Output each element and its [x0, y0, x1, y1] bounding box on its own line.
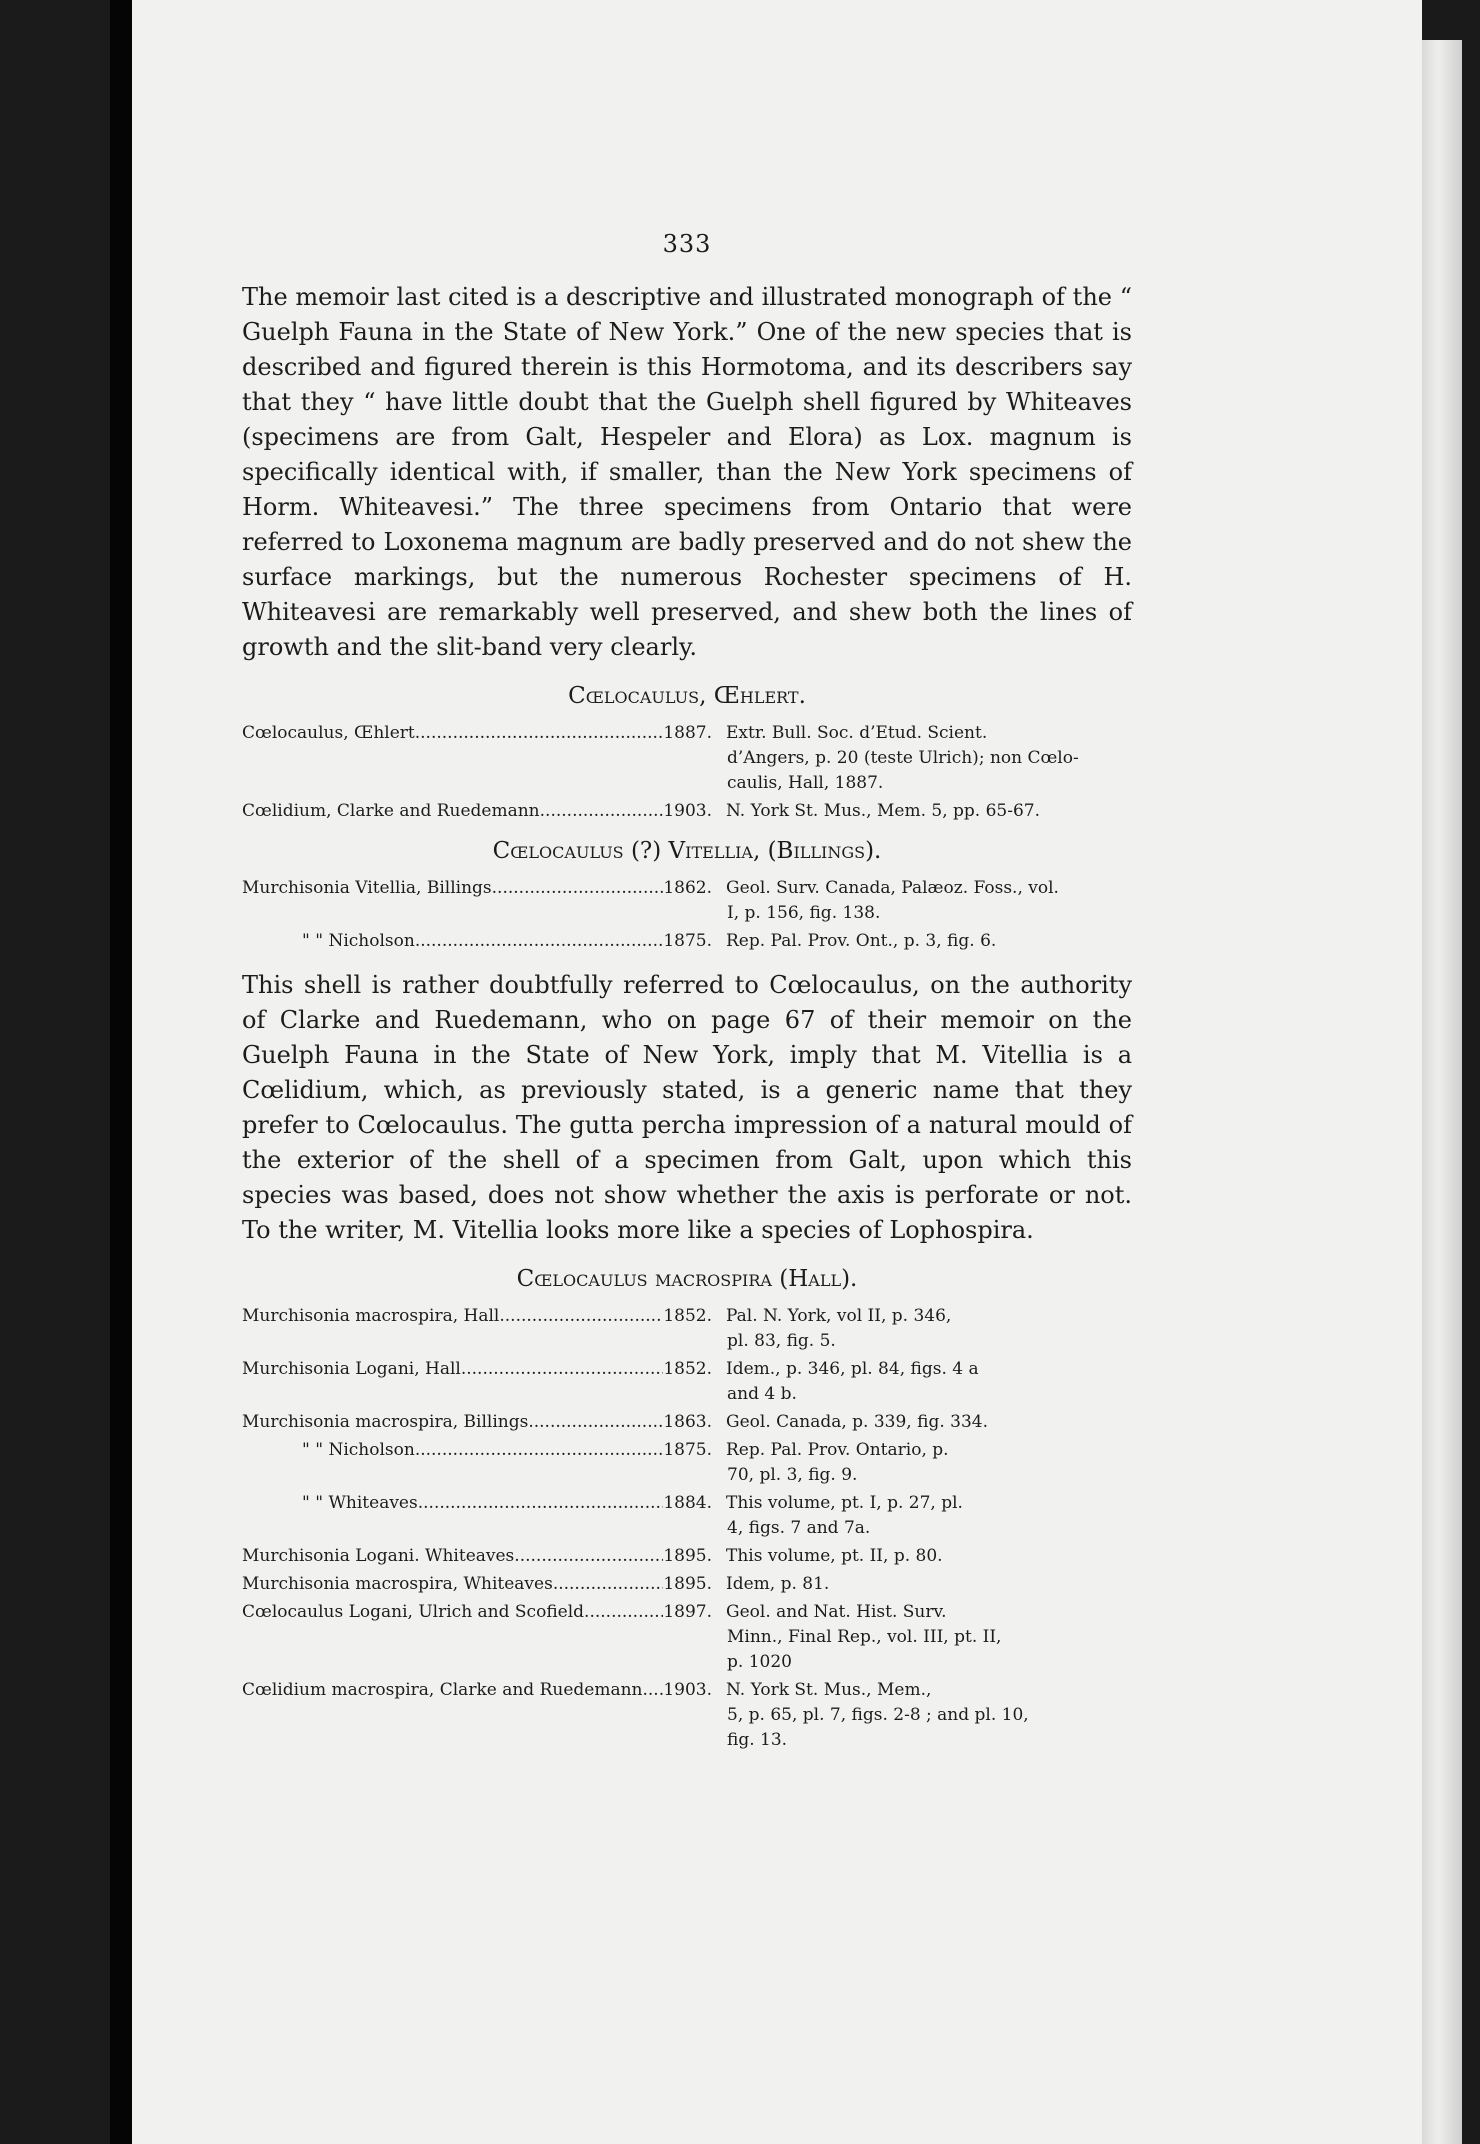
synonymy-reference: Rep. Pal. Prov. Ont., p. 3, fig. 6.	[726, 931, 997, 951]
synonymy-reference: Geol. Surv. Canada, Palæoz. Foss., vol.	[726, 878, 1059, 898]
leader-dots	[415, 721, 664, 746]
synonymy-reference-continued: 70, pl. 3, fig. 9.	[727, 1465, 858, 1485]
synonymy-year: 1875.	[663, 1440, 712, 1460]
synonymy-reference-continued: Minn., Final Rep., vol. III, pt. II,	[727, 1627, 1002, 1647]
synonymy-entry	[242, 1600, 1132, 1675]
scan-right-margin	[1462, 0, 1480, 2144]
synonymy-vitellia	[242, 876, 1132, 954]
synonymy-name: Cœlocaulus Logani, Ulrich and Scofield	[242, 1602, 585, 1622]
synonymy-reference: Idem., p. 346, pl. 84, figs. 4 a	[726, 1359, 979, 1379]
synonymy-year: 1852.	[663, 1306, 712, 1326]
synonymy-entry	[242, 1438, 1132, 1488]
heading-coelocaulus: Cœlocaulus, Œhlert.	[568, 683, 806, 709]
synonymy-reference-continued: caulis, Hall, 1887.	[727, 773, 884, 793]
heading-coelocaulus-vitellia: Cœlocaulus (?) Vitellia, (Billings).	[492, 838, 882, 864]
synonymy-name: " " Whiteaves	[302, 1493, 418, 1513]
synonymy-name: Murchisonia Logani. Whiteaves	[242, 1546, 515, 1566]
paragraph-vitellia: This shell is rather doubtfully referred to Cœlocaulus, on the authority of Clarke and Ruedemann, who on page 67 of their memoir on the Guelph Fauna in the State of New York, imply that M. Vitellia is a Cœlidium, which, as previously stated, is a generic name that they prefer to Cœlocaulus. The gutta percha impression of a natural mould of the exterior of the shell of a specimen from Galt, upon which this species was based, does not show whether the axis is perforate or not. To the writer, M. Vitellia looks more like a species of Lophospira.	[242, 971, 1132, 1244]
synonymy-reference-continued: 4, figs. 7 and 7a.	[727, 1518, 871, 1538]
synonymy-year: 1862.	[663, 878, 712, 898]
leader-dots	[461, 1357, 663, 1382]
synonymy-reference-continued: pl. 83, fig. 5.	[727, 1331, 836, 1351]
synonymy-entry	[242, 929, 1132, 954]
synonymy-name: Cœlocaulus, Œhlert	[242, 723, 415, 743]
synonymy-name: Murchisonia Logani, Hall	[242, 1359, 461, 1379]
synonymy-reference: This volume, pt. II, p. 80.	[726, 1546, 943, 1566]
synonymy-reference-continued: 5, p. 65, pl. 7, figs. 2-8 ; and pl. 10,	[727, 1705, 1029, 1725]
synonymy-entry	[242, 1304, 1132, 1354]
synonymy-reference: Pal. N. York, vol II, p. 346,	[726, 1306, 952, 1326]
synonymy-name: Cœlidium, Clarke and Ruedemann	[242, 801, 540, 821]
synonymy-year: 1887.	[663, 723, 712, 743]
synonymy-name: " " Nicholson	[302, 931, 415, 951]
synonymy-year: 1875.	[663, 931, 712, 951]
page-binding-edge	[110, 0, 132, 2144]
synonymy-name: " " Nicholson	[302, 1440, 415, 1460]
scan-left-margin	[0, 0, 110, 2144]
synonymy-entry	[242, 1678, 1132, 1753]
synonymy-year: 1903.	[663, 1680, 712, 1700]
synonymy-reference: Idem, p. 81.	[726, 1574, 830, 1594]
synonymy-name: Murchisonia macrospira, Hall	[242, 1306, 500, 1326]
paragraph-memoir: The memoir last cited is a descriptive and illustrated monograph of the “ Guelph Fauna in the State of New York.” One of the new species that is described and figured therein is this Hormotoma, and its describers say that they “ have little doubt that the Guelph shell figured by Whiteaves (specimens are from Galt, Hespeler and Elora) as Lox. magnum is specifically identical with, if smaller, than the New York specimens of Horm. Whiteavesi.” The three specimens from Ontario that were referred to Loxonema magnum are badly preserved and do not shew the surface markings, but the numerous Rochester specimens of H. Whiteavesi are remarkably well preserved, and shew both the lines of growth and the slit-band very clearly.	[242, 283, 1132, 661]
page-content	[242, 230, 1132, 1756]
synonymy-year: 1884.	[663, 1493, 712, 1513]
leader-dots	[418, 1491, 664, 1516]
synonymy-reference: N. York St. Mus., Mem. 5, pp. 65-67.	[726, 801, 1040, 821]
leader-dots	[492, 876, 664, 901]
synonymy-name: Murchisonia Vitellia, Billings	[242, 878, 492, 898]
leader-dots	[514, 1544, 663, 1569]
leader-dots	[642, 1678, 663, 1703]
synonymy-reference: Geol. Canada, p. 339, fig. 334.	[726, 1412, 988, 1432]
leader-dots	[584, 1600, 663, 1625]
synonymy-entry	[242, 876, 1132, 926]
synonymy-name: Cœlidium macrospira, Clarke and Ruedemann	[242, 1680, 643, 1700]
synonymy-entry	[242, 1572, 1132, 1597]
synonymy-entry	[242, 1544, 1132, 1569]
synonymy-reference: Rep. Pal. Prov. Ontario, p.	[726, 1440, 949, 1460]
synonymy-reference-continued: d’Angers, p. 20 (teste Ulrich); non Cœlo-	[727, 748, 1079, 768]
synonymy-entry	[242, 1491, 1132, 1541]
synonymy-entry	[242, 721, 1132, 796]
leader-dots	[499, 1304, 663, 1329]
leader-dots	[528, 1410, 663, 1435]
leader-dots	[540, 799, 664, 824]
synonymy-year: 1895.	[663, 1546, 712, 1566]
synonymy-year: 1852.	[663, 1359, 712, 1379]
synonymy-name: Murchisonia macrospira, Billings	[242, 1412, 529, 1432]
synonymy-reference-continued: and 4 b.	[727, 1384, 797, 1404]
heading-coelocaulus-macrospira: Cœlocaulus macrospira (Hall).	[516, 1266, 858, 1292]
synonymy-reference: N. York St. Mus., Mem.,	[726, 1680, 932, 1700]
synonymy-reference: This volume, pt. I, p. 27, pl.	[726, 1493, 963, 1513]
leader-dots	[415, 1438, 664, 1463]
synonymy-coelocaulus	[242, 721, 1132, 824]
page-number: 333	[662, 230, 712, 258]
synonymy-year: 1863.	[663, 1412, 712, 1432]
synonymy-entry	[242, 1357, 1132, 1407]
leader-dots	[553, 1572, 664, 1597]
synonymy-reference-continued: p. 1020	[727, 1652, 792, 1672]
synonymy-reference-continued: I, p. 156, fig. 138.	[727, 903, 881, 923]
synonymy-reference: Geol. and Nat. Hist. Surv.	[726, 1602, 947, 1622]
synonymy-year: 1895.	[663, 1574, 712, 1594]
synonymy-reference-continued: fig. 13.	[727, 1730, 788, 1750]
synonymy-year: 1903.	[663, 801, 712, 821]
page-stack-edge	[1422, 40, 1462, 2144]
synonymy-entry	[242, 1410, 1132, 1435]
leader-dots	[415, 929, 664, 954]
synonymy-reference: Extr. Bull. Soc. d’Etud. Scient.	[726, 723, 988, 743]
synonymy-year: 1897.	[663, 1602, 712, 1622]
synonymy-macrospira	[242, 1304, 1132, 1753]
synonymy-name: Murchisonia macrospira, Whiteaves	[242, 1574, 553, 1594]
synonymy-entry	[242, 799, 1132, 824]
